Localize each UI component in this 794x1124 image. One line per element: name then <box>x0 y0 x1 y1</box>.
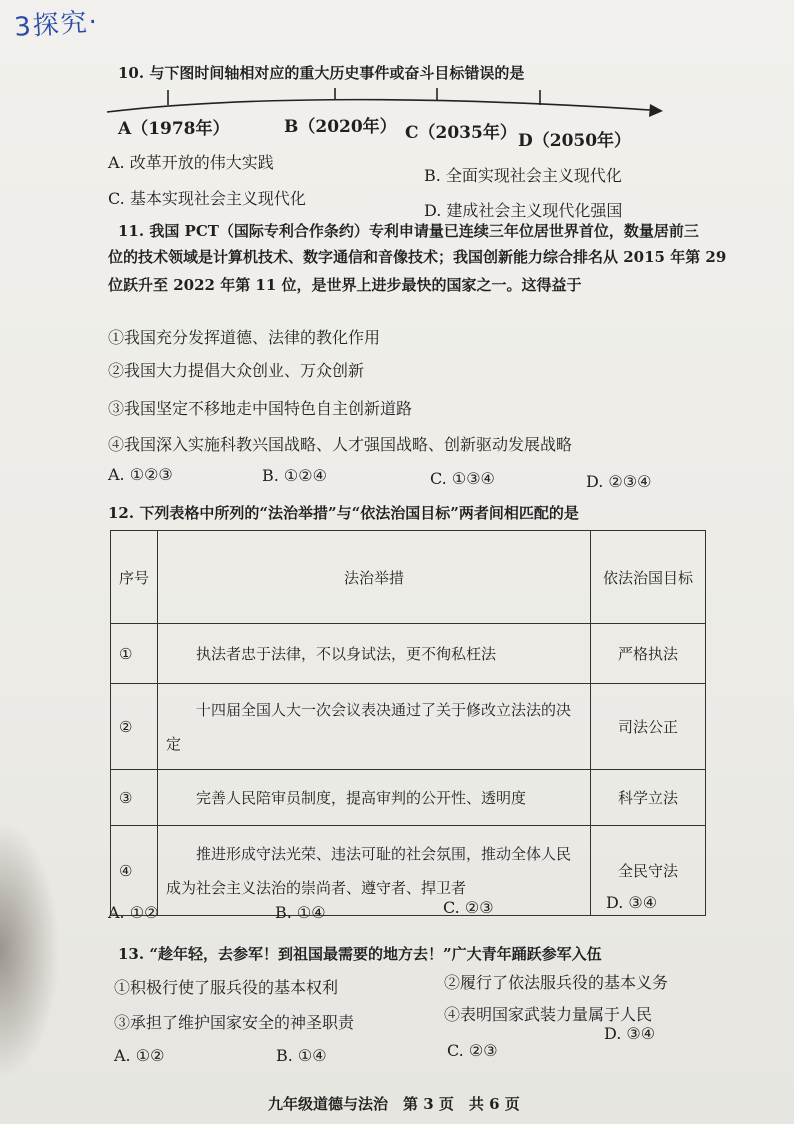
q13-item-2: ②履行了依法服兵役的基本义务 <box>444 973 669 992</box>
q12-option-d: D. ③④ <box>606 893 658 912</box>
q11-item-2: ②我国大力提倡大众创业、万众创新 <box>108 361 365 380</box>
header-num: 序号 <box>111 531 158 624</box>
header-measure: 法治举措 <box>158 531 591 624</box>
row-num: ① <box>111 624 158 684</box>
q11-stem-line1: 11. 我国 PCT（国际专利合作条约）专利申请量已连续三年位居世界首位，数量居前三 <box>118 222 699 240</box>
table-row <box>111 624 706 684</box>
timeline-label-b: B（2020年） <box>284 117 397 137</box>
timeline-label-d: D（2050年） <box>518 131 632 151</box>
timeline-label-a: A（1978年） <box>118 119 230 139</box>
q11-option-d: D. ②③④ <box>586 472 652 491</box>
q11-item-4: ④我国深入实施科教兴国战略、人才强国战略、创新驱动发展战略 <box>108 435 573 454</box>
q11-stem-line2: 位的技术领域是计算机技术、数字通信和音像技术；我国创新能力综合排名从 2015 年第 29 <box>108 248 727 266</box>
q11-stem-line3: 位跃升至 2022 年第 11 位，是世界上进步最快的国家之一。这得益于 <box>108 276 582 294</box>
row-num: ④ <box>111 826 158 916</box>
q11-item-1: ①我国充分发挥道德、法律的教化作用 <box>108 328 381 347</box>
q13-item-1: ①积极行使了服兵役的基本权利 <box>114 978 339 997</box>
row-num: ③ <box>111 770 158 826</box>
handwritten-note: 3探究· <box>13 7 100 43</box>
table-row <box>111 684 706 770</box>
row-num: ② <box>111 684 158 770</box>
q11-option-b: B. ①②④ <box>262 466 327 485</box>
q12-stem: 12. 下列表格中所列的“法治举措”与“依法治国目标”两者间相匹配的是 <box>108 504 579 522</box>
q10-stem: 10. 与下图时间轴相对应的重大历史事件或奋斗目标错误的是 <box>118 64 525 82</box>
row-goal: 全民守法 <box>591 826 706 916</box>
table-header-row <box>111 531 706 624</box>
q13-option-d: D. ③④ <box>604 1024 656 1043</box>
thumb-shadow <box>0 820 60 1080</box>
q13-option-a: A. ①② <box>114 1046 165 1065</box>
table-row <box>111 770 706 826</box>
q11-item-3: ③我国坚定不移地走中国特色自主创新道路 <box>108 399 413 418</box>
rule-of-law-table <box>110 530 706 916</box>
row-measure: 推进形成守法光荣、违法可耻的社会氛围，推动全体人民成为社会主义法治的崇尚者、遵守者、捍卫者 <box>158 826 591 916</box>
q12-option-c: C. ②③ <box>443 898 494 917</box>
q13-option-b: B. ①④ <box>276 1046 327 1065</box>
q13-item-4: ④表明国家武装力量属于人民 <box>444 1005 653 1024</box>
page-footer: 九年级道德与法治 第 3 页 共 6 页 <box>268 1095 520 1113</box>
row-measure: 执法者忠于法律，不以身试法，更不徇私枉法 <box>158 624 591 684</box>
q11-option-c: C. ①③④ <box>430 469 495 488</box>
row-goal: 司法公正 <box>591 684 706 770</box>
q13-option-c: C. ②③ <box>447 1041 498 1060</box>
q13-stem: 13. “趁年轻，去参军！到祖国最需要的地方去！”广大青年踊跃参军入伍 <box>118 945 602 963</box>
q11-option-a: A. ①②③ <box>108 465 173 484</box>
row-measure: 完善人民陪审员制度，提高审判的公开性、透明度 <box>158 770 591 826</box>
q10-option-a: A. 改革开放的伟大实践 <box>108 153 274 172</box>
q10-option-d: D. 建成社会主义现代化强国 <box>424 201 623 220</box>
timeline-label-c: C（2035年） <box>405 123 517 143</box>
q12-option-b: B. ①④ <box>275 903 326 922</box>
q12-option-a: A. ①② <box>108 903 159 922</box>
q13-item-3: ③承担了维护国家安全的神圣职责 <box>114 1013 355 1032</box>
row-measure: 十四届全国人大一次会议表决通过了关于修改立法法的决定 <box>158 684 591 770</box>
q10-option-b: B. 全面实现社会主义现代化 <box>424 166 622 185</box>
header-goal: 依法治国目标 <box>591 531 706 624</box>
row-goal: 科学立法 <box>591 770 706 826</box>
row-goal: 严格执法 <box>591 624 706 684</box>
q10-option-c: C. 基本实现社会主义现代化 <box>108 189 306 208</box>
